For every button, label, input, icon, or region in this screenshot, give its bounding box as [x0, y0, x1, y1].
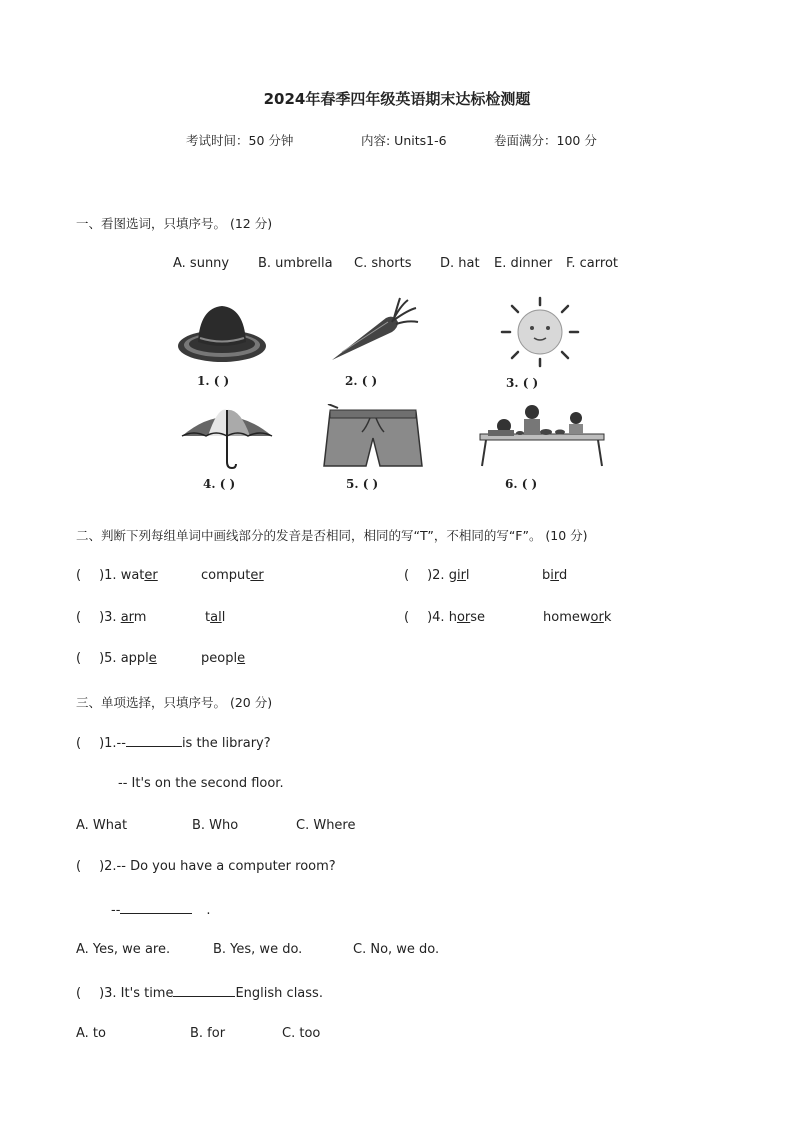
question-1-answer: -- It's on the second floor. [118, 776, 284, 791]
list-item: ( )1. water [76, 568, 158, 583]
list-item-word: homework [543, 610, 612, 625]
exam-score: 卷面满分：100 分 [494, 133, 597, 148]
list-item: ( )3. arm [76, 610, 147, 625]
caption-3: 3. ( ) [506, 376, 539, 390]
shorts-picture [322, 404, 424, 470]
question-2-answer: -- . [111, 903, 211, 918]
question-3: ( )3. It's time English class. [76, 986, 323, 1001]
list-item: ( )2. girl [404, 568, 470, 583]
section3-heading: 三、单项选择，只填序号。 (20 分) [76, 695, 273, 710]
caption-5: 5. ( ) [346, 477, 379, 491]
question-1: ( )1.-- is the library? [76, 736, 271, 751]
page-title: 2024年春季四年级英语期末达标检测题 [263, 90, 531, 108]
option-d: D. hat [440, 256, 480, 271]
exam-content: 内容: Units1-6 [361, 133, 447, 148]
list-item-word: tall [205, 610, 226, 625]
sun-picture [494, 294, 586, 370]
q1-option-b: B. Who [192, 818, 239, 833]
q2-option-a: A. Yes, we are. [76, 942, 171, 957]
answer-blank[interactable] [126, 734, 182, 747]
section2-heading: 二、判断下列每组单词中画线部分的发音是否相同，相同的写“T”，不相同的写“F”。 (10 分) [76, 528, 588, 543]
caption-6: 6. ( ) [505, 477, 538, 491]
list-item: ( )5. apple [76, 651, 157, 666]
list-item-word: people [201, 651, 246, 666]
hat-picture [174, 298, 270, 368]
option-f: F. carrot [566, 256, 618, 271]
q1-option-a: A. What [76, 818, 128, 833]
q2-option-c: C. No, we do. [353, 942, 440, 957]
q2-option-b: B. Yes, we do. [213, 942, 303, 957]
exam-time: 考试时间：50 分钟 [186, 133, 294, 148]
list-item-word: computer [201, 568, 264, 583]
section1-heading: 一、看图选词，只填序号。 (12 分) [76, 216, 273, 231]
caption-4: 4. ( ) [203, 477, 236, 491]
list-item: ( )4. horse [404, 610, 486, 625]
option-a: A. sunny [173, 256, 230, 271]
q3-option-a: A. to [76, 1026, 106, 1041]
caption-1: 1. ( ) [197, 374, 230, 388]
option-b: B. umbrella [258, 256, 333, 271]
q3-option-b: B. for [190, 1026, 226, 1041]
q1-option-c: C. Where [296, 818, 356, 833]
caption-2: 2. ( ) [345, 374, 378, 388]
option-c: C. shorts [354, 256, 412, 271]
answer-blank[interactable] [120, 901, 192, 914]
q3-option-c: C. too [282, 1026, 321, 1041]
list-item-word: bird [542, 568, 568, 583]
carrot-picture [328, 296, 420, 366]
umbrella-picture [178, 404, 276, 470]
question-2: ( )2.-- Do you have a computer room? [76, 859, 336, 874]
dinner-picture [474, 400, 608, 470]
answer-blank[interactable] [173, 984, 235, 997]
option-e: E. dinner [494, 256, 553, 271]
